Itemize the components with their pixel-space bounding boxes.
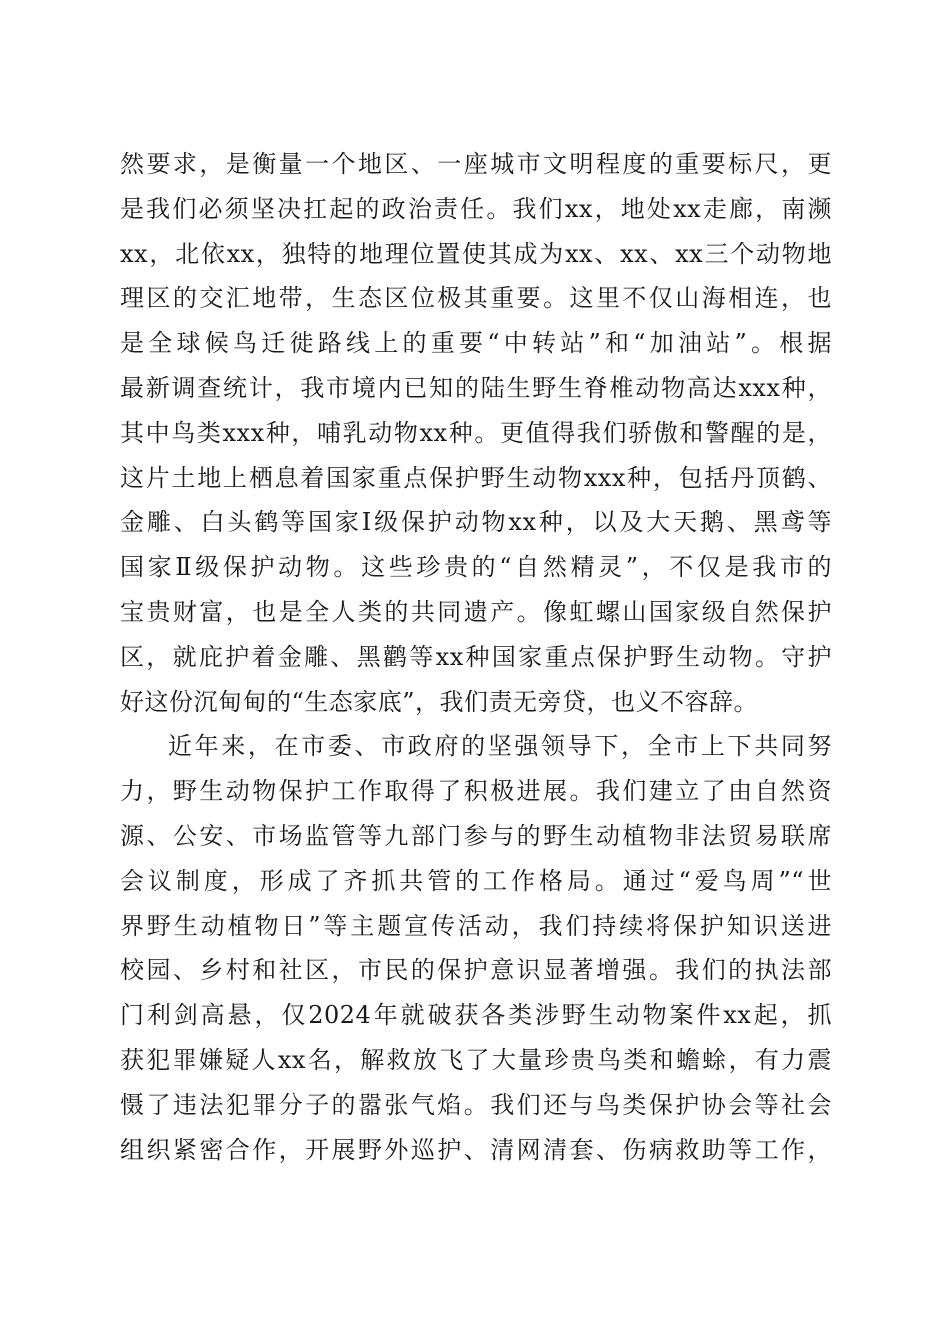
text-line: 获犯罪嫌疑人xx名，解救放飞了大量珍贵鸟类和蟾蜍，有力震: [120, 1045, 832, 1074]
text-line: 然要求，是衡量一个地区、一座城市文明程度的重要标尺，更: [120, 150, 832, 178]
text-line: 最新调查统计，我市境内已知的陆生野生脊椎动物高达xxx种，: [120, 373, 832, 402]
paragraph-1: [120, 142, 832, 724]
text-line: 组织紧密合作，开展野外巡护、清网清套、伤病救助等工作，: [120, 1135, 832, 1164]
text-line: 慑了违法犯罪分子的嚣张气焰。我们还与鸟类保护协会等社会: [120, 1090, 832, 1119]
text-line: 源、公安、市场监管等九部门参与的野生动植物非法贸易联席: [120, 821, 832, 850]
paragraph-2: [120, 724, 832, 1172]
text-line: xx，北依xx，独特的地理位置使其成为xx、xx、xx三个动物地: [120, 239, 832, 268]
text-line: 力，野生动物保护工作取得了积极进展。我们建立了由自然资: [120, 777, 832, 806]
text-line: 是全球候鸟迁徙路线上的重要“中转站”和“加油站”。根据: [120, 329, 832, 358]
text-line: 校园、乡村和社区，市民的保护意识显著增强。我们的执法部: [120, 956, 832, 985]
text-line: 宝贵财富，也是全人类的共同遗产。像虹螺山国家级自然保护: [120, 597, 832, 626]
text-line: 金雕、白头鹤等国家Ⅰ级保护动物xx种，以及大天鹅、黑鸢等: [120, 508, 832, 537]
text-line: 好这份沉甸甸的“生态家底”，我们责无旁贷，也义不容辞。: [120, 687, 759, 716]
text-line: 其中鸟类xxx种，哺乳动物xx种。更值得我们骄傲和警醒的是，: [120, 418, 832, 447]
text-line: 区，就庇护着金雕、黑鹳等xx种国家重点保护野生动物。守护: [120, 642, 832, 671]
text-line: 理区的交汇地带，生态区位极其重要。这里不仅山海相连，也: [120, 284, 832, 313]
body-text: [120, 142, 832, 1172]
text-line: 国家Ⅱ级保护动物。这些珍贵的“自然精灵”，不仅是我市的: [120, 553, 832, 582]
text-line: 门利剑高悬，仅2024年就破获各类涉野生动物案件xx起，抓: [120, 1001, 832, 1030]
text-line: 是我们必须坚决扛起的政治责任。我们xx，地处xx走廊，南濒: [120, 194, 832, 223]
text-line: 界野生动植物日”等主题宣传活动，我们持续将保护知识送进: [120, 911, 832, 940]
text-line: 会议制度，形成了齐抓共管的工作格局。通过“爱鸟周”“世: [120, 866, 832, 895]
text-line: 这片土地上栖息着国家重点保护野生动物xxx种，包括丹顶鹤、: [120, 463, 832, 492]
text-line: 近年来，在市委、市政府的坚强领导下，全市上下共同努: [168, 732, 832, 761]
